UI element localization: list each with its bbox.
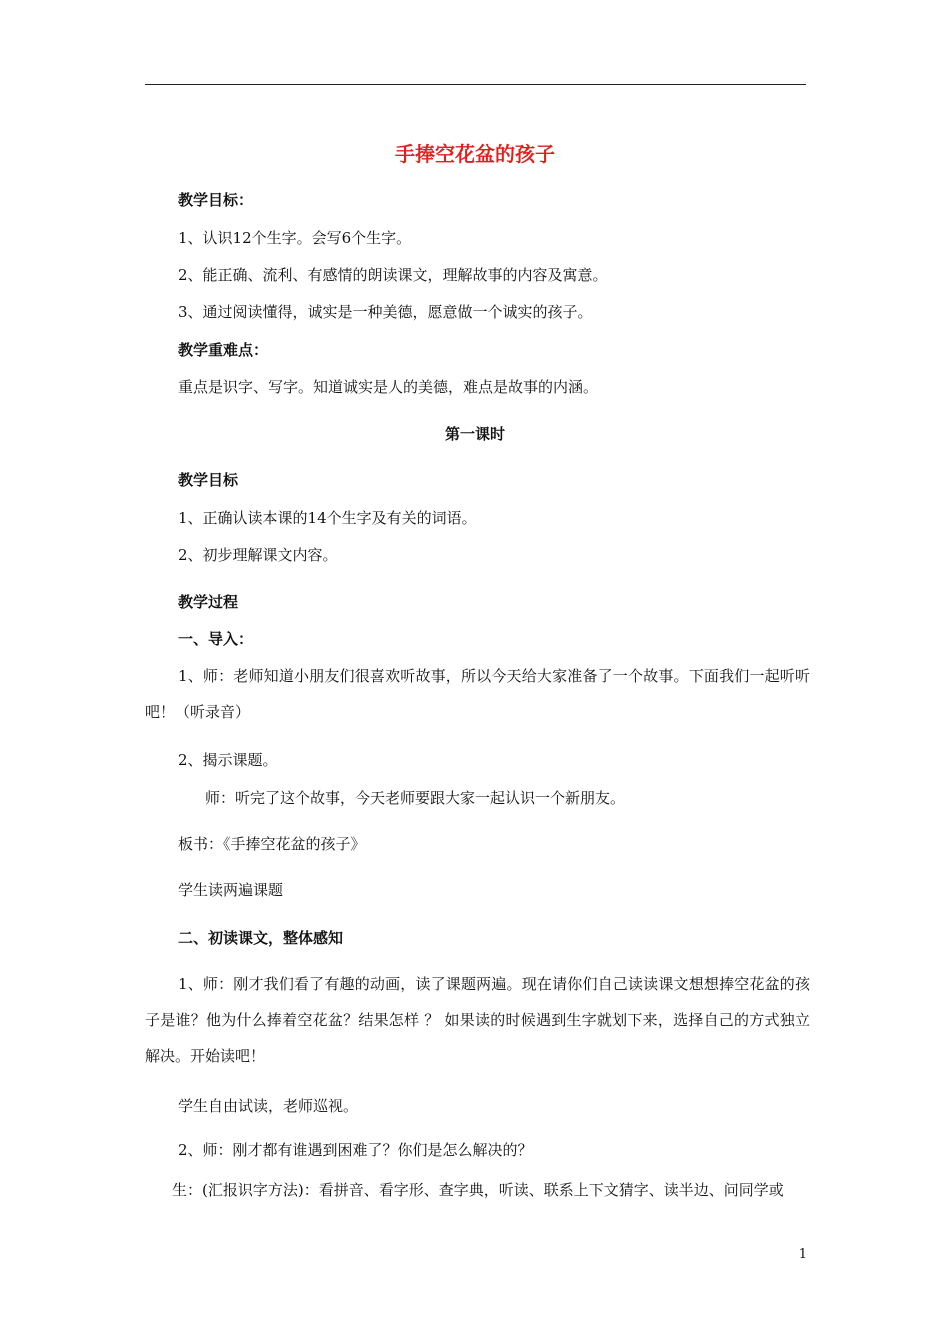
key-points-text: 重点是识字、写字。知道诚实是人的美德，难点是故事的内涵。 [178, 378, 599, 396]
objective-item: 1、认识12个生字。会写6个生字。 [178, 229, 412, 247]
part-heading-first-reading: 二、初读课文，整体感知 [178, 929, 344, 947]
lesson-heading: 第一课时 [444, 425, 505, 443]
paragraph-student-methods: 生：(汇报识字方法)：看拼音、看字形、查字典，听读、联系上下文猜字、读半边、问同学或 [172, 1181, 784, 1199]
section-heading-objectives: 教学目标： [178, 191, 254, 209]
lesson-objective-item: 2、初步理解课文内容。 [178, 546, 338, 564]
section-heading-key-points: 教学重难点： [178, 341, 269, 359]
paragraph-teacher-line: 师：听完了这个故事，今天老师要跟大家一起认识一个新朋友。 [205, 789, 626, 807]
header-rule [145, 84, 806, 85]
objective-item: 2、能正确、流利、有感情的朗读课文，理解故事的内容及寓意。 [178, 266, 608, 284]
paragraph-free-reading: 学生自由试读，老师巡视。 [178, 1097, 359, 1115]
page-number: 1 [798, 1247, 807, 1262]
paragraph-difficulties: 2、师：刚才都有谁遇到困难了？你们是怎么解决的？ [178, 1141, 533, 1159]
lesson-objective-item: 1、正确认读本课的14个生字及有关的词语。 [178, 509, 477, 527]
document-title: 手捧空花盆的孩子 [395, 142, 555, 166]
paragraph-read-title: 学生读两遍课题 [178, 881, 284, 899]
objective-item: 3、通过阅读懂得，诚实是一种美德，愿意做一个诚实的孩子。 [178, 303, 593, 321]
paragraph-board-writing: 板书：《手捧空花盆的孩子》 [178, 835, 366, 853]
paragraph-first-reading: 1、师：刚才我们看了有趣的动画，读了课题两遍。现在请你们自己读读课文想想捧空花盆的孩子是谁？他为什么捧着空花盆？结果怎样 ？ 如果读的时候遇到生字就划下来，选择自己的方式独立解决。开始读吧！ [145, 975, 810, 1065]
section-heading-lesson-objectives: 教学目标 [178, 471, 239, 489]
paragraph-intro-story: 1、师：老师知道小朋友们很喜欢听故事，所以今天给大家准备了一个故事。下面我们一起听听吧！（听录音） [145, 667, 810, 721]
section-heading-process: 教学过程 [178, 593, 239, 611]
part-heading-intro: 一、导入： [178, 630, 254, 648]
paragraph-reveal-title: 2、揭示课题。 [178, 751, 278, 769]
